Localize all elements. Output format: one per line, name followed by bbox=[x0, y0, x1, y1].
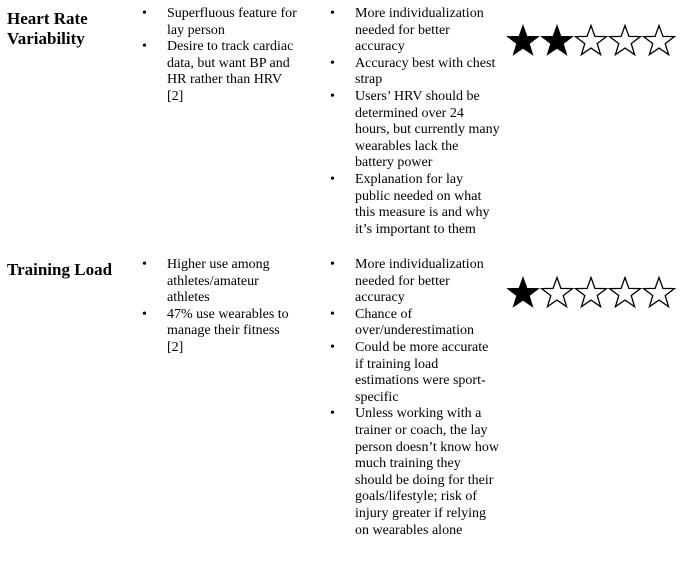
user-notes-list bbox=[167, 6, 297, 106]
list-item: • Users’ HRV should be determined over 24 hours, but currently many wearables lack the battery power bbox=[355, 89, 500, 172]
list-item: • Superfluous feature for lay person bbox=[167, 6, 297, 39]
list-item: • More individualization needed for better accuracy bbox=[355, 6, 500, 56]
star-filled-icon bbox=[506, 276, 540, 310]
list-item: • 47% use wearables to manage their fitness [2] bbox=[167, 307, 297, 357]
star-outline-icon bbox=[574, 276, 608, 310]
star-filled-icon bbox=[540, 24, 574, 58]
star-filled-icon bbox=[506, 24, 540, 58]
star-outline-icon bbox=[608, 276, 642, 310]
improvement-notes-list bbox=[355, 257, 500, 539]
list-item: • Higher use among athletes/amateur athletes bbox=[167, 257, 297, 307]
list-item: • Chance of over/underestimation bbox=[355, 307, 500, 340]
star-rating bbox=[506, 24, 676, 58]
list-item: • Unless working with a trainer or coach, the lay person doesn’t know how much training they should be doing for their goals/lifestyle; risk of injury greater if relying on wearables alone bbox=[355, 406, 500, 539]
star-outline-icon bbox=[642, 276, 676, 310]
star-outline-icon bbox=[574, 24, 608, 58]
metric-title: Training Load bbox=[7, 260, 113, 279]
list-item: • Desire to track cardiac data, but want BP and HR rather than HRV [2] bbox=[167, 39, 297, 105]
star-outline-icon bbox=[608, 24, 642, 58]
improvement-notes-list bbox=[355, 6, 500, 238]
list-item: • Accuracy best with chest strap bbox=[355, 56, 500, 89]
metric-title: Heart Rate Variability bbox=[7, 9, 88, 48]
star-rating bbox=[506, 276, 676, 310]
star-outline-icon bbox=[642, 24, 676, 58]
user-notes-list bbox=[167, 257, 297, 357]
list-item: • Could be more accurate if training load estimations were sport-specific bbox=[355, 340, 500, 406]
list-item: • More individualization needed for better accuracy bbox=[355, 257, 500, 307]
list-item: • Explanation for lay public needed on what this measure is and why it’s important to them bbox=[355, 172, 500, 238]
star-outline-icon bbox=[540, 276, 574, 310]
